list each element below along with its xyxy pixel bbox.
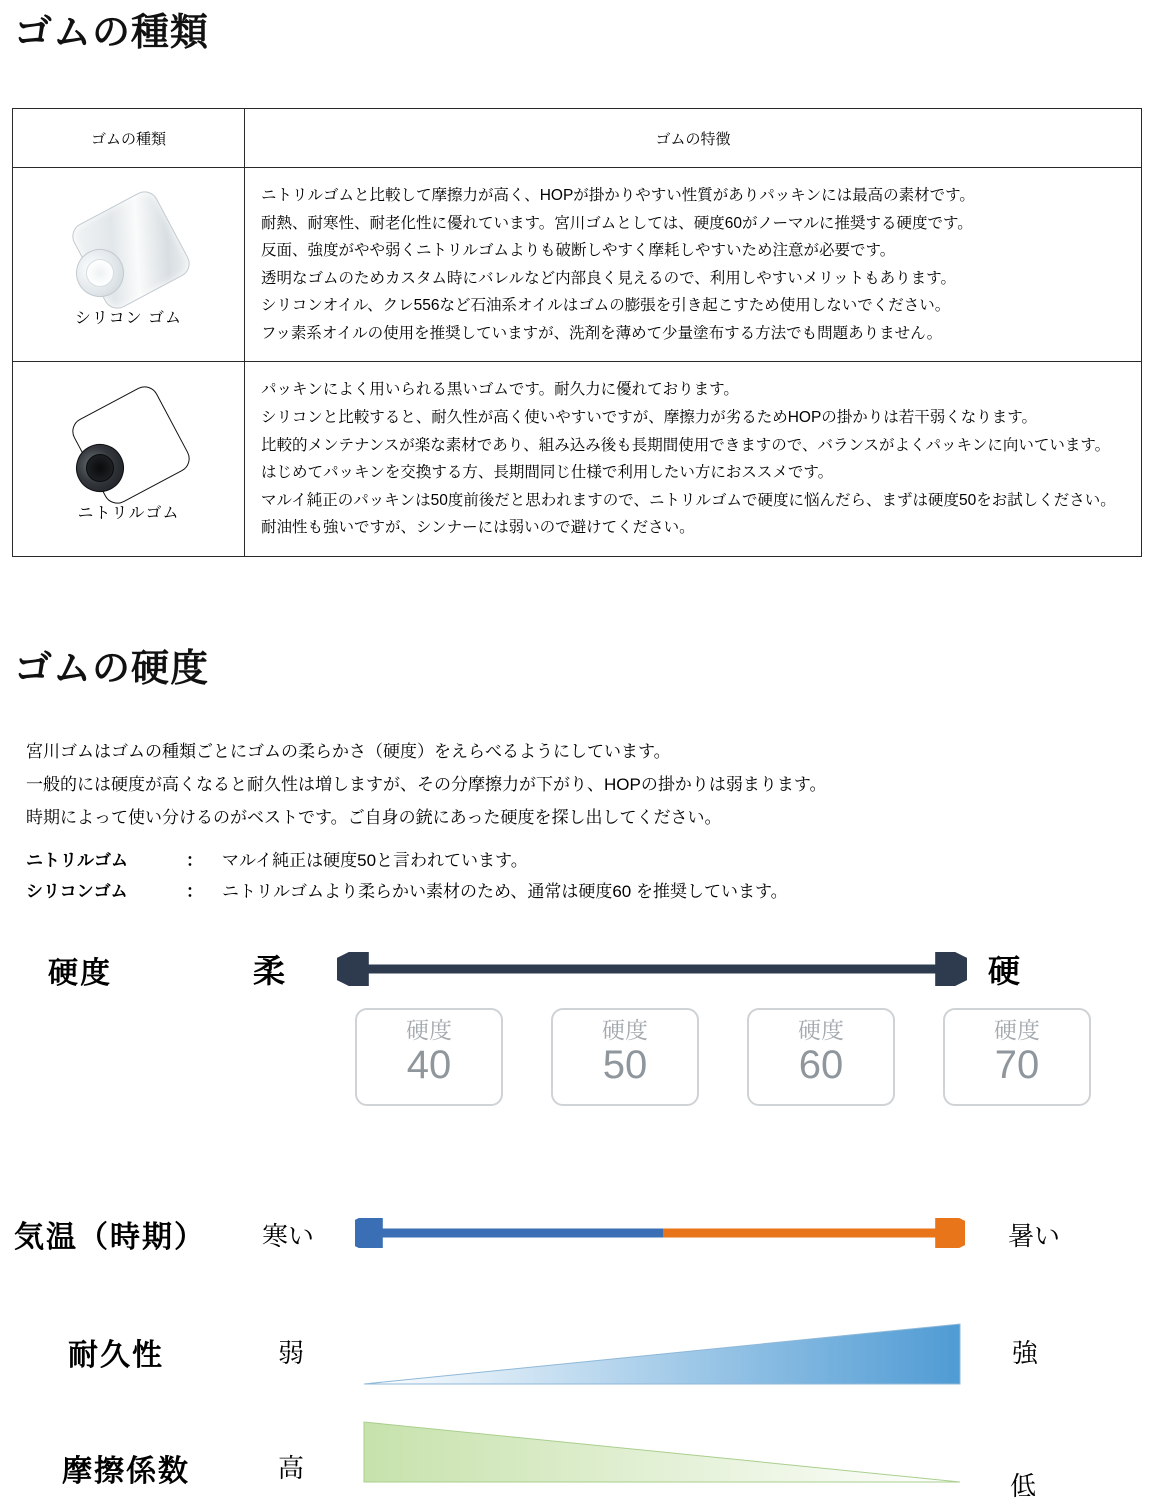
section-title-rubber-hardness: ゴムの硬度 [14,648,210,690]
table-header-row [13,109,1142,168]
feature-line: シリコンと比較すると、耐久性が高く使いやすいですが、摩擦力が劣るためHOPの掛かりは若干弱くなります。 [261,409,1038,427]
diagram-row-label-durability: 耐久性 [68,1339,164,1372]
rubber-types-table [12,108,1142,557]
hardness-chip-70 [943,1008,1091,1106]
colon: ： [186,882,203,902]
feature-line: パッキンによく用いられる黒いゴムです。耐久力に優れております。 [261,381,739,399]
silicone-rubber-tube-image [66,197,192,301]
feature-line: はじめてパッキンを交換する方、長期間同じ仕様で利用したい方におススメです。 [261,464,834,482]
list-item [26,876,788,907]
material-note-silicone: ニトリルゴムより柔らかい素材のため、通常は硬度60 を推奨しています。 [222,882,788,902]
friction-gradient-triangle [362,1418,962,1488]
diagram-end-label-hot: 暑い [1008,1221,1061,1251]
diagram-row-label-hardness: 硬度 [48,957,112,990]
nitrile-rubber-tube-image [66,392,192,496]
list-item [26,845,788,876]
material-recommendation-list [26,845,788,908]
chip-caption: 硬度 [994,1017,1040,1043]
feature-line: 耐熱、耐寒性、耐老化性に優れています。宮川ゴムとしては、硬度60がノーマルに推奨する硬度です。 [261,214,973,232]
table-header-kind: ゴムの種類 [13,109,245,168]
chip-caption: 硬度 [798,1017,844,1043]
feature-line: ニトリルゴムと比較して摩擦力が高く、HOPが掛かりやすい性質がありパッキンには最高の素材です。 [261,187,975,204]
hardness-intro-paragraph [26,735,826,834]
material-name-nitrile: ニトリルゴム [26,851,128,870]
chip-caption: 硬度 [602,1017,648,1043]
intro-line: 時期によって使い分けるのがベストです。ご自身の銃にあった硬度を探し出してください。 [26,808,722,828]
diagram-row-label-temperature: 気温（時期） [14,1221,206,1254]
feature-line: 反面、強度がやや弱くニトリルゴムよりも破断しやすく摩耗しやすいため注意が必要です。 [261,242,896,260]
hardness-chip-40 [355,1008,503,1106]
chip-value: 40 [406,1043,452,1088]
kind-label-nitrile: ニトリルゴム [77,504,180,522]
temperature-double-arrow-icon [355,1218,965,1248]
table-row [13,362,1142,556]
hardness-chip-50 [551,1008,699,1106]
chip-caption: 硬度 [406,1017,452,1043]
feature-line: 透明なゴムのためカスタム時にバレルなど内部良く見えるので、利用しやすいメリットもあります。 [261,269,956,287]
diagram-end-label-weak: 弱 [278,1338,305,1368]
table-cell-feature-nitrile [245,362,1142,556]
feature-line: 耐油性も強いですが、シンナーには弱いので避けてください。 [261,519,695,537]
feature-line: シリコンオイル、クレ556など石油系オイルはゴムの膨張を引き起こすため使用しないでください。 [261,297,951,315]
intro-line: 一般的には硬度が高くなると耐久性は増しますが、その分摩擦力が下がり、HOPの掛かりは弱まります。 [26,775,827,795]
diagram-end-label-high: 高 [278,1453,305,1483]
kind-label-silicone: シリコン ゴム [74,310,183,328]
feature-line: 比較的メンテナンスが楽な素材であり、組み込み後も長期間使用できますので、バランスがよくパッキンに向いています。 [261,436,1111,454]
table-cell-kind-silicone [13,168,245,362]
table-row [13,168,1142,362]
intro-line: 宮川ゴムはゴムの種類ごとにゴムの柔らかさ（硬度）をえらべるようにしています。 [26,742,671,761]
table-cell-kind-nitrile [13,362,245,556]
table-header-feature: ゴムの特徴 [245,109,1142,168]
chip-value: 60 [798,1043,844,1088]
durability-gradient-triangle [362,1318,962,1388]
colon: ： [186,851,203,870]
feature-line: マルイ純正のパッキンは50度前後だと思われますので、ニトリルゴムで硬度に悩んだら、まずは硬度50をお試しください。 [261,491,1116,509]
table-cell-feature-silicone [245,168,1142,362]
hardness-double-arrow-icon [337,952,967,986]
hardness-chip-row [355,1008,1055,1108]
diagram-row-label-friction: 摩擦係数 [62,1455,190,1488]
material-name-silicone: シリコンゴム [26,882,128,902]
feature-line: フッ素系オイルの使用を推奨していますが、洗剤を薄めて少量塗布する方法でも問題ありません。 [261,324,943,342]
diagram-end-label-soft: 柔 [253,953,286,989]
material-note-nitrile: マルイ純正は硬度50と言われています。 [222,851,528,870]
chip-value: 50 [602,1043,648,1088]
chip-value: 70 [994,1043,1040,1088]
diagram-end-label-low: 低 [1010,1471,1037,1501]
diagram-end-label-hard: 硬 [988,953,1021,989]
diagram-end-label-strong: 強 [1012,1338,1039,1368]
page-title-rubber-types: ゴムの種類 [14,12,210,54]
hardness-chip-60 [747,1008,895,1106]
diagram-end-label-cold: 寒い [262,1221,315,1251]
